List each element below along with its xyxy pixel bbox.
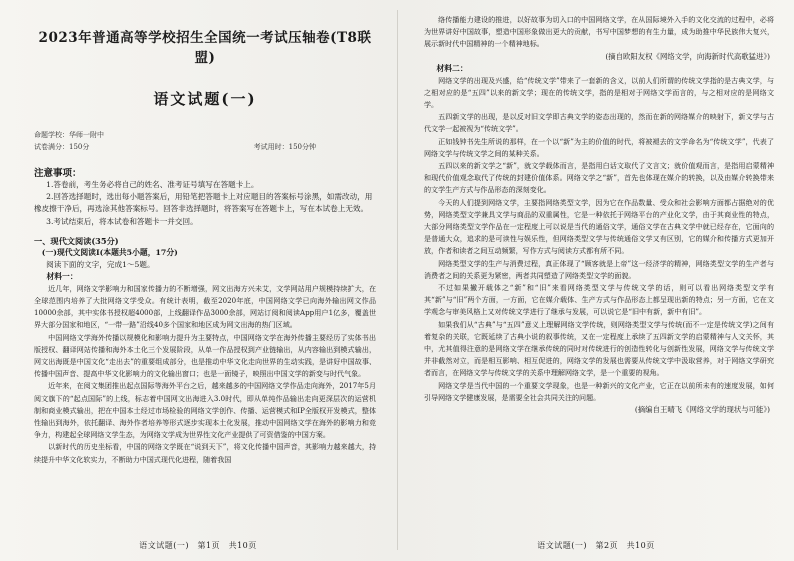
- material-one-label: 材料一：: [46, 271, 78, 281]
- reading-instruction: 阅读下面的文字，完成1～5题。: [46, 259, 155, 269]
- paragraph: 不过如果撇开载体之“新”和“旧”来看网络类型文学与传统文学的话，则可以看出网络类型文学有其“新”与“旧”两个方面，一方面，它在媒介载体、生产方式与作品形态上都呈现出新的特点；另一方面，它在文学观念与审美风格上又对传统文学进行了继承与发展，可以说它是“旧中有新，新中有旧”。: [424, 283, 774, 317]
- paragraph: 五四以来的新文学之“新”，就文学载体而言，是指用白话文取代了文言文；就价值观而言，是指用启蒙精神和现代价值观念取代了传统的封建价值体系。网络文学之“新”，首先也体现在媒介的转换，以及由媒介转换带来的文学生产方式与作品形态的深刻变化。: [424, 161, 774, 195]
- exam-title: 2023年普通高等学校招生全国统一考试压轴卷(T8联盟): [38, 30, 372, 66]
- paragraph: 网络文学的出现及兴盛，给“传统文学”带来了一套新的含义，以前人们所谓的传统文学指的是古典文学，与之相对应的是“五四”以来的新文学；现在的传统文学，指的是相对于网络文学而言的，与之相对应的是网络文学。: [424, 75, 774, 110]
- page-one: [12, 0, 384, 561]
- paragraph: 今天的人们提到网络文学，主要指网络类型文学，因为它在作品数量、受众和社会影响方面都占据绝对的优势，网络类型文学兼具文学与商品的双重属性，它是一种依托于网络平台的产业化文学，由于其商业性的特点，大部分网络类型文学作品在一定程度上可以说是当代的通俗文学，通俗文学在古典文学中就已经存在，它面向的是普通大众，追求的是可读性与娱乐性，但网络类型文学与传统通俗文学又有区别，它的媒介和传播方式更加开放，作者和读者之间互动频繁，写作方式与阅读方式都有所不同。: [424, 197, 774, 256]
- page-two: [410, 0, 782, 561]
- paragraph: 近年来，在阅文集团推出起点国际等海外平台之后，越来越多的中国网络文学作品走向海外，2017年5月阅文旗下的“起点国际”的上线，标志着中国网文出海进入3.0时代，即从单纯作品输出走向更深层次的运营机制和商业模式输出，把在中国本土经过市场检验的网络文学创作、传播、运营模式和IP全版权开发模式，整体性输出到海外，依托翻译、海外作者培养等形式逐步实现本土化发展，推动中国网络文学在海外的影响力和竞争力，构建起全球网络文学生态，为网络文学成为世界性文化产业提供了可资借鉴的中国方案。: [34, 381, 376, 440]
- paragraph: 五四新文学的出现，是以反对旧文学即古典文学的姿态出现的，然而在新的网络媒介的映射下，新文学与古代文学一起被视为“传统文学”。: [424, 112, 774, 134]
- paragraph: 以新时代的历史坐标看，中国的网络文学既在“说到天下”，将文化传播中国声音，其影响力越来越大，持续提升中华文化软实力，不断助力中国式现代化进程，随着我国: [34, 442, 376, 464]
- page-footer: 语文试题(一) 第1页 共10页: [139, 541, 257, 550]
- meta-row: [34, 141, 376, 153]
- notice-item: 1.答卷前，考生务必将自己的姓名、准考证号填写在答题卡上。: [46, 180, 259, 189]
- paragraph: 近几年，网络文学影响力和国家传播力的不断增强，网文出海方兴未艾，文学网站用户规模持续扩大，在全球范围内培养了大批网络文学受众。有统计表明，截至2020年底，中国网络文学已向海外输出网文作品10000余部，其中实体书授权超4000部，上线翻译作品3000余部，网站订阅和阅读App用户1亿多，覆盖世界大部分国家和地区，“一带一路”沿线40多个国家和地区成为网文出海的热门区域。: [34, 283, 376, 330]
- subsection-title: (一)现代文阅读Ⅰ(本题共5小题，17分): [41, 247, 178, 257]
- material-two-label: 材料二：: [436, 63, 468, 73]
- notice-item: 2.回答选择题时，选出每小题答案后，用铅笔把答题卡上对应题目的答案标号涂黑，如需改动，用橡皮擦干净后，再选涂其他答案标号。回答非选择题时，将答案写在答题卡上，写在本试卷上无效。: [34, 192, 373, 214]
- paragraph: 网络类型文学的生产与消费过程，真正体现了“顾客就是上帝”这一经济学的精神，网络类型文学的生产者与消费者之间的关系更为紧密，两者共同塑造了网络类型文学的面貌。: [424, 258, 774, 280]
- paragraph: 中国网络文学海外传播以规模化和影响力提升为主要特点，中国网络文学在海外传播主要经历了实体书出版授权、翻译网站传播和海外本土化三个发展阶段，从单一作品授权到产业链输出，从内容输出到模式输出，网文出海既是中国文化“走出去”的重要组成部分，也是推动中华文化走向世界的生动实践，是讲好中国故事、传播中国声音、提高中华文化影响力的文化输出窗口；也是一面镜子，映照出中国文学的新变与时代气象。: [34, 332, 376, 379]
- meta-author: 命题学校：华师一附中: [34, 131, 104, 139]
- page-divider: [397, 10, 398, 550]
- source-citation: (摘编自王晴飞《网络文学的现状与可能》): [634, 405, 770, 415]
- paragraph: 如果我们从“古典”与“五四”意义上理解网络文学传统，则网络类型文学与传统(而不一定是传统文学)之间有着复杂的关联，它既延续了古典小说的叙事传统，又在一定程度上承续了五四新文学的启蒙精神与人文关怀，其中，尤其值得注意的是网络文学在继承传统的同时对传统进行的创造性转化与创新性发展，网络文学与传统文学并非截然对立，而是相互影响、相互促进的，网络文学的发展也需要从传统文学中汲取营养，对于网络文学研究者而言，在网络文学与传统文学的关系中理解网络文学，是一个重要的视角。: [424, 319, 774, 378]
- meta-score: 试卷满分：150分: [34, 143, 90, 151]
- paragraph: 络传播能力建设的推进，以好故事为切入口的中国网络文学，在从国际境外入手的文化交流的过程中，必将为世界讲好中国故事，塑造中国形象做出更大的贡献，书写中国梦想的有生力量，成为助推中华民族伟大复兴，展示新时代中国精神的一个精神地标。: [424, 15, 774, 49]
- exam-meta: [34, 129, 376, 153]
- page-footer: 语文试题(一) 第2页 共10页: [537, 541, 655, 550]
- paper-title: 语文试题(一): [153, 90, 257, 108]
- paragraph: 网络文学是当代中国的一个重要文学现象，也是一种新兴的文化产业，它正在以前所未有的速度发展，如何引导网络文学健康发展，是需要全社会共同关注的问题。: [424, 380, 774, 402]
- meta-time: 考试用时：150分钟: [253, 143, 316, 151]
- section-title: 一、现代文阅读(35分): [34, 235, 119, 246]
- paragraph: 正如钱钟书先生所说的那样，在一个以“新”为主的价值的时代，将被褪去的文学命名为“传统文学”，代表了网络文学与传统文学之间的某种关系。: [424, 136, 774, 158]
- notice-item: 3.考试结束后，将本试卷和答题卡一并交回。: [46, 216, 198, 226]
- notice-title: 注意事项：: [34, 168, 82, 179]
- source-citation: (摘自欧阳友权《网络文学，向海新时代高歌猛进》): [605, 51, 770, 61]
